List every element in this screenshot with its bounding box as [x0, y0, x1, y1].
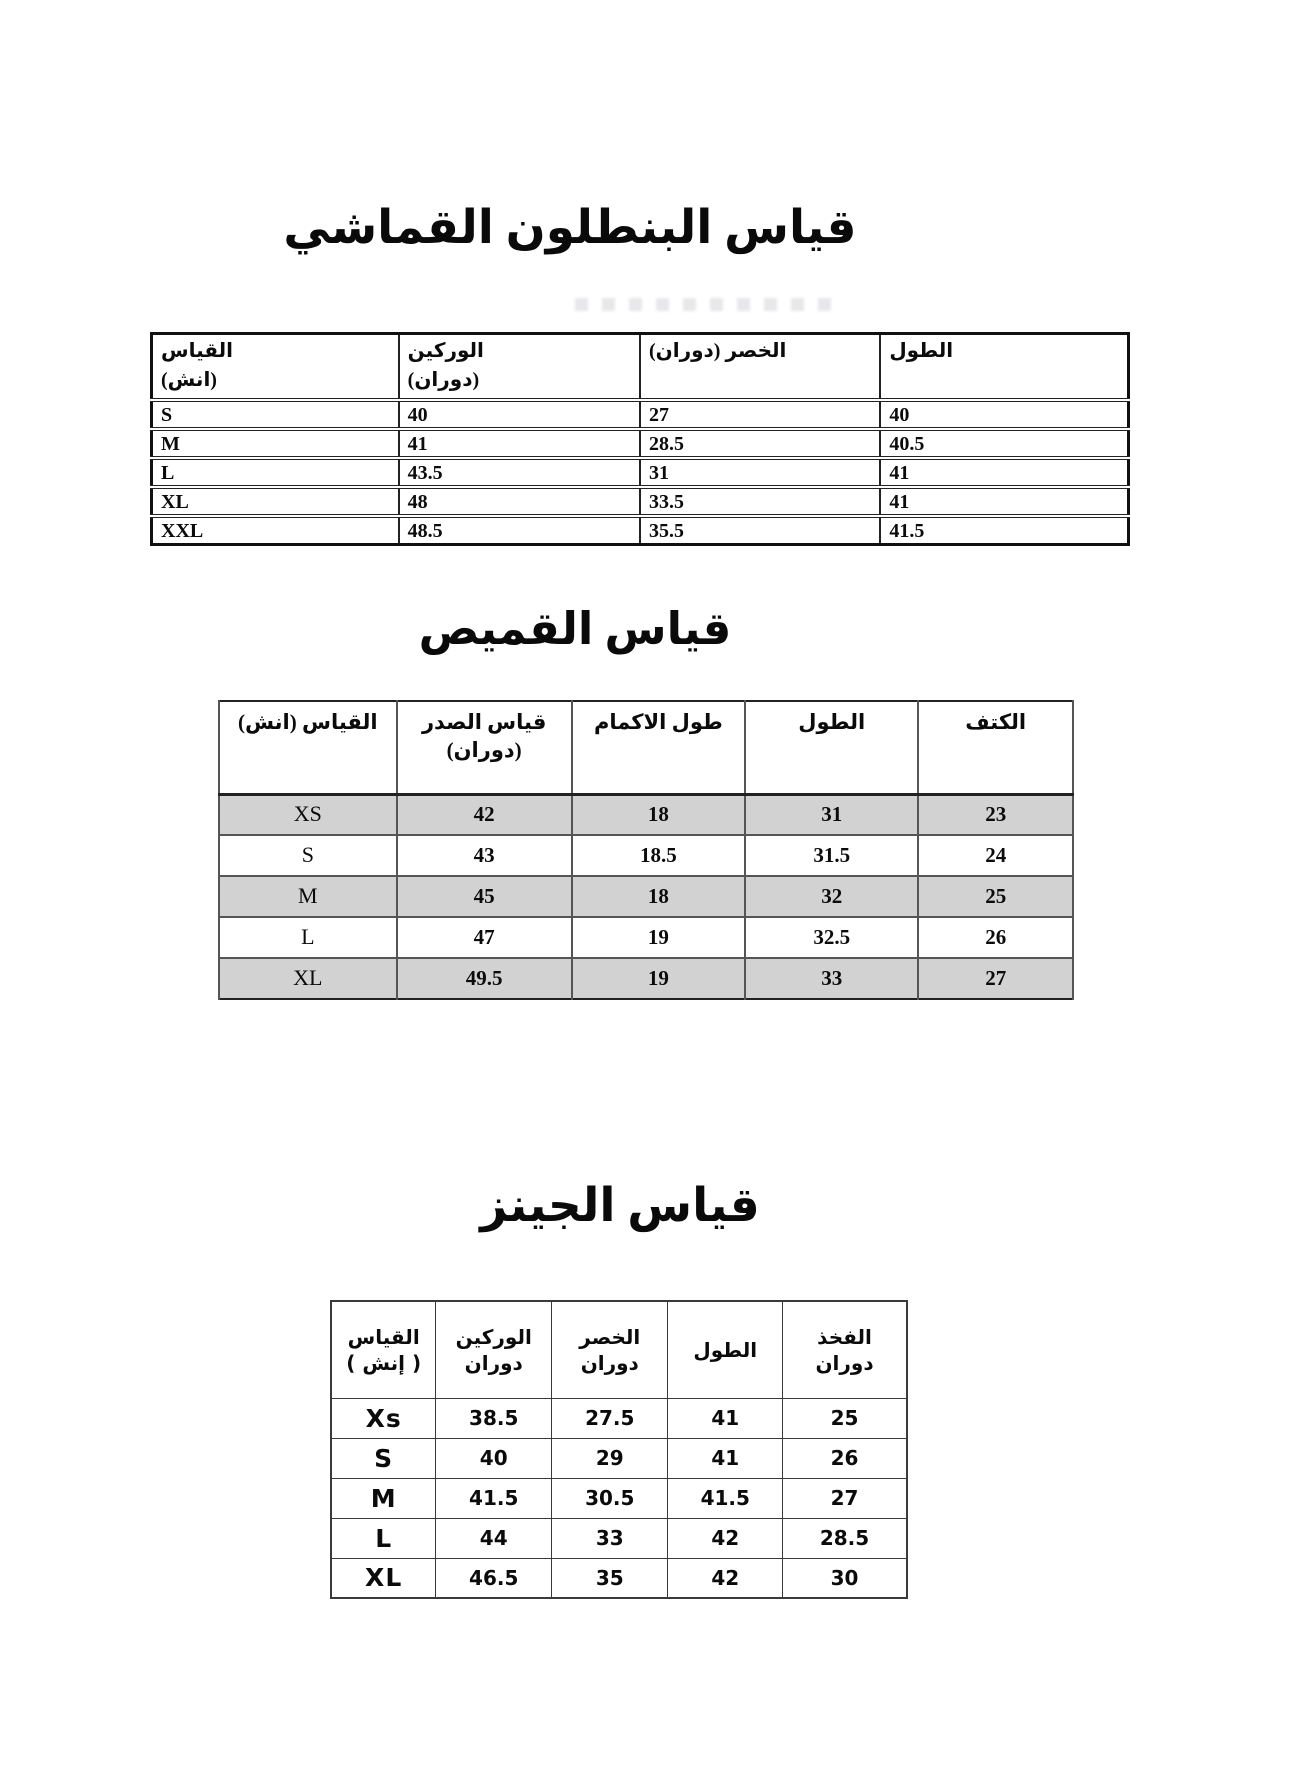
- header-line: دوران: [464, 1350, 523, 1375]
- size-cell: L: [331, 1518, 436, 1558]
- value-cell: 47: [397, 917, 572, 958]
- value-cell: 31: [640, 458, 880, 487]
- value-cell: 25: [918, 876, 1073, 917]
- value-cell: 33.5: [640, 487, 880, 516]
- table-row: [331, 1478, 907, 1518]
- pants-header-row: [152, 334, 1129, 400]
- table-row: [152, 516, 1129, 545]
- value-cell: 40: [880, 400, 1128, 429]
- value-cell: 18.5: [572, 835, 745, 876]
- value-cell: 31.5: [745, 835, 918, 876]
- value-cell: 19: [572, 958, 745, 999]
- table-row: [152, 458, 1129, 487]
- pants-size-table: [150, 332, 1130, 546]
- header-line: (انش): [161, 369, 217, 391]
- size-cell: M: [219, 876, 397, 917]
- value-cell: 23: [918, 794, 1073, 835]
- pants-header-length: [880, 334, 1128, 400]
- jeans-header-thigh: [783, 1301, 907, 1398]
- shirt-table-title: قياس القميص: [418, 604, 732, 654]
- value-cell: 41: [668, 1398, 783, 1438]
- value-cell: 27: [640, 400, 880, 429]
- pants-header-size: [152, 334, 399, 400]
- header-line: الكتف: [965, 710, 1027, 734]
- header-line: (دوران): [407, 369, 480, 391]
- size-cell: XS: [219, 794, 397, 835]
- size-cell: XXL: [152, 516, 399, 545]
- table-row: [219, 794, 1073, 835]
- header-line: القياس: [161, 340, 234, 362]
- shirt-header-row: [219, 701, 1073, 794]
- value-cell: 49.5: [397, 958, 572, 999]
- shirt-header-chest: [397, 701, 572, 794]
- value-cell: 40.5: [880, 429, 1128, 458]
- value-cell: 27.5: [552, 1398, 668, 1438]
- value-cell: 41: [880, 487, 1128, 516]
- header-line: دوران: [580, 1350, 639, 1375]
- value-cell: 27: [783, 1478, 907, 1518]
- value-cell: 41: [668, 1438, 783, 1478]
- erased-text-artifact: [575, 298, 840, 311]
- header-line: الطول: [889, 340, 954, 362]
- value-cell: 32: [745, 876, 918, 917]
- header-line: الوركين: [407, 340, 484, 362]
- jeans-size-table: [330, 1300, 908, 1599]
- value-cell: 33: [745, 958, 918, 999]
- jeans-table-title: قياس الجينز: [480, 1180, 760, 1232]
- shirt-header-size: [219, 701, 397, 794]
- table-row: [219, 958, 1073, 999]
- value-cell: 27: [918, 958, 1073, 999]
- value-cell: 43: [397, 835, 572, 876]
- table-row: [219, 917, 1073, 958]
- value-cell: 43.5: [399, 458, 640, 487]
- jeans-header-length: [668, 1301, 783, 1398]
- value-cell: 42: [668, 1558, 783, 1598]
- table-row: [219, 835, 1073, 876]
- table-row: [152, 429, 1129, 458]
- header-line: الخصر: [579, 1324, 641, 1349]
- table-row: [219, 876, 1073, 917]
- value-cell: 25: [783, 1398, 907, 1438]
- size-cell: Xs: [331, 1398, 436, 1438]
- value-cell: 28.5: [640, 429, 880, 458]
- shirt-header-sleeve: [572, 701, 745, 794]
- size-cell: L: [152, 458, 399, 487]
- shirt-header-shoulder: [918, 701, 1073, 794]
- value-cell: 44: [436, 1518, 552, 1558]
- value-cell: 35: [552, 1558, 668, 1598]
- value-cell: 29: [552, 1438, 668, 1478]
- table-row: [331, 1558, 907, 1598]
- value-cell: 18: [572, 876, 745, 917]
- size-cell: L: [219, 917, 397, 958]
- value-cell: 46.5: [436, 1558, 552, 1598]
- jeans-header-size: [331, 1301, 436, 1398]
- shirt-size-table: [218, 700, 1074, 1000]
- size-cell: M: [152, 429, 399, 458]
- header-line: القياس: [347, 1324, 420, 1349]
- value-cell: 26: [783, 1438, 907, 1478]
- header-line: ( إنش ): [346, 1350, 422, 1375]
- size-cell: S: [331, 1438, 436, 1478]
- header-line: الوركين: [455, 1324, 532, 1349]
- value-cell: 41.5: [668, 1478, 783, 1518]
- header-line: دوران: [815, 1350, 874, 1375]
- header-line: قياس الصدر: [421, 710, 547, 734]
- jeans-header-waist: [552, 1301, 668, 1398]
- value-cell: 18: [572, 794, 745, 835]
- size-cell: M: [331, 1478, 436, 1518]
- value-cell: 38.5: [436, 1398, 552, 1438]
- value-cell: 30.5: [552, 1478, 668, 1518]
- size-cell: S: [219, 835, 397, 876]
- value-cell: 48.5: [399, 516, 640, 545]
- value-cell: 19: [572, 917, 745, 958]
- table-row: [152, 487, 1129, 516]
- table-row: [152, 400, 1129, 429]
- pants-table-title: قياس البنطلون القماشي: [283, 202, 857, 254]
- pants-header-hips: [399, 334, 640, 400]
- value-cell: 40: [399, 400, 640, 429]
- value-cell: 42: [397, 794, 572, 835]
- value-cell: 42: [668, 1518, 783, 1558]
- jeans-header-row: [331, 1301, 907, 1398]
- value-cell: 28.5: [783, 1518, 907, 1558]
- value-cell: 35.5: [640, 516, 880, 545]
- table-row: [331, 1438, 907, 1478]
- value-cell: 31: [745, 794, 918, 835]
- header-line: طول الاكمام: [593, 710, 723, 734]
- shirt-header-length: [745, 701, 918, 794]
- jeans-header-hips: [436, 1301, 552, 1398]
- value-cell: 24: [918, 835, 1073, 876]
- table-row: [331, 1398, 907, 1438]
- pants-header-waist: [640, 334, 880, 400]
- table-row: [331, 1518, 907, 1558]
- header-line: الخصر (دوران): [648, 340, 787, 362]
- value-cell: 45: [397, 876, 572, 917]
- header-line: (دوران): [446, 738, 522, 763]
- size-cell: S: [152, 400, 399, 429]
- value-cell: 40: [436, 1438, 552, 1478]
- value-cell: 26: [918, 917, 1073, 958]
- value-cell: 41: [880, 458, 1128, 487]
- header-line: الطول: [798, 710, 866, 734]
- value-cell: 48: [399, 487, 640, 516]
- size-cell: XL: [219, 958, 397, 999]
- value-cell: 41.5: [436, 1478, 552, 1518]
- value-cell: 30: [783, 1558, 907, 1598]
- header-line: الفخذ: [817, 1324, 872, 1349]
- value-cell: 41.5: [880, 516, 1128, 545]
- header-line: الطول: [693, 1337, 758, 1362]
- size-cell: XL: [331, 1558, 436, 1598]
- size-cell: XL: [152, 487, 399, 516]
- value-cell: 32.5: [745, 917, 918, 958]
- header-line: القياس (انش): [237, 710, 378, 734]
- value-cell: 41: [399, 429, 640, 458]
- value-cell: 33: [552, 1518, 668, 1558]
